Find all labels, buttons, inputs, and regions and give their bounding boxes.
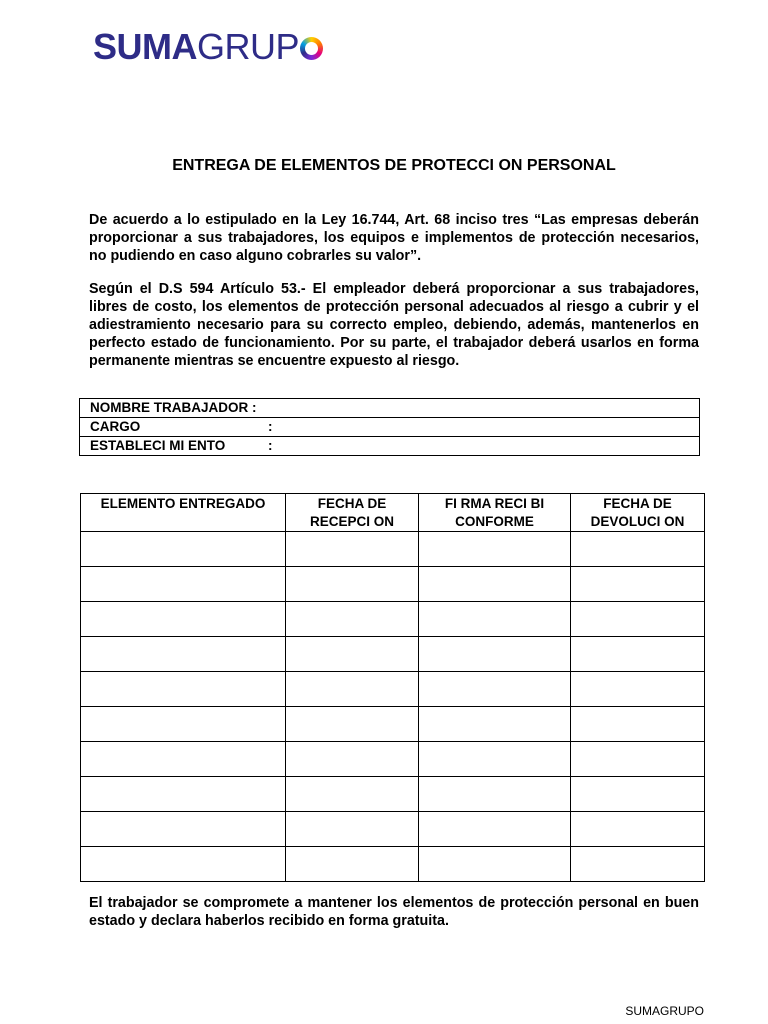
delivery-table-body — [81, 532, 705, 882]
establecimiento-label: ESTABLECI MI ENTO — [90, 438, 226, 453]
logo-suma-text: SUMA — [93, 26, 197, 67]
delivery-table-header-row — [81, 494, 705, 532]
cargo-colon: : — [268, 419, 273, 434]
info-cell-establecimiento[interactable] — [80, 437, 700, 456]
document-title: ENTREGA DE ELEMENTOS DE PROTECCI ON PERSONAL — [172, 157, 616, 174]
fecha-recepcion-cell[interactable] — [286, 742, 419, 777]
fecha-recepcion-cell[interactable] — [286, 847, 419, 882]
nombre-trabajador-label: NOMBRE TRABAJADOR : — [90, 400, 257, 415]
legal-paragraph-ley-16744: De acuerdo a lo estipulado en la Ley 16.744, Art. 68 inciso tres “Las empresas deberán proporcionar a sus trabajadores, los equipos e implementos de protección necesarios, no pudiendo en caso alguno cobrarles su valor”. — [89, 212, 699, 264]
fecha-devolucion-cell[interactable] — [571, 672, 705, 707]
fecha-devolucion-cell[interactable] — [571, 812, 705, 847]
fecha-recepcion-cell[interactable] — [286, 602, 419, 637]
legal-paragraph-ds-594: Según el D.S 594 Artículo 53.- El empleador deberá proporcionar a sus trabajadores, libres de costo, los elementos de protección personal adecuados al riesgo a cubrir y el adiestramiento necesario para su correcto empleo, debiendo, además, mantenerlos en perfecto estado de funcionamiento. Por su parte, el trabajador deberá usarlos en forma permanente mientras se encuentre expuesto al riesgo. — [89, 281, 699, 369]
table-row — [81, 602, 705, 637]
info-row-establecimiento — [80, 437, 700, 456]
fecha-devolucion-cell[interactable] — [571, 567, 705, 602]
firma-cell[interactable] — [419, 742, 571, 777]
table-row — [81, 532, 705, 567]
firma-cell[interactable] — [419, 637, 571, 672]
firma-cell[interactable] — [419, 847, 571, 882]
elemento-entregado-cell[interactable] — [81, 602, 286, 637]
establecimiento-colon: : — [268, 438, 273, 453]
fecha-devolucion-cell[interactable] — [571, 602, 705, 637]
company-logo — [93, 27, 323, 67]
firma-cell[interactable] — [419, 567, 571, 602]
fecha-recepcion-cell[interactable] — [286, 672, 419, 707]
firma-cell[interactable] — [419, 707, 571, 742]
fecha-recepcion-cell[interactable] — [286, 532, 419, 567]
fecha-recepcion-cell[interactable] — [286, 707, 419, 742]
footer-brand: SUMAGRUPO — [625, 1004, 704, 1018]
info-cell-nombre[interactable] — [80, 399, 700, 418]
elemento-entregado-cell[interactable] — [81, 777, 286, 812]
logo-ring-icon — [300, 37, 323, 60]
logo-grup-text: GRUP — [197, 26, 300, 67]
fecha-devolucion-cell[interactable] — [571, 847, 705, 882]
table-row — [81, 812, 705, 847]
fecha-devolucion-cell[interactable] — [571, 777, 705, 812]
info-cell-cargo[interactable] — [80, 418, 700, 437]
fecha-devolucion-cell[interactable] — [571, 742, 705, 777]
header-firma-recibi-conforme: FI RMA RECI BI CONFORME — [419, 494, 571, 532]
header-elemento-entregado: ELEMENTO ENTREGADO — [81, 494, 286, 532]
info-row-nombre — [80, 399, 700, 418]
worker-info-table — [79, 398, 700, 456]
elemento-entregado-cell[interactable] — [81, 637, 286, 672]
table-row — [81, 847, 705, 882]
closing-statement: El trabajador se compromete a mantener los elementos de protección personal en buen estado y declara haberlos recibido en forma gratuita. — [89, 895, 699, 929]
elemento-entregado-cell[interactable] — [81, 707, 286, 742]
elemento-entregado-cell[interactable] — [81, 847, 286, 882]
firma-cell[interactable] — [419, 602, 571, 637]
elemento-entregado-cell[interactable] — [81, 812, 286, 847]
info-row-cargo — [80, 418, 700, 437]
elemento-entregado-cell[interactable] — [81, 532, 286, 567]
header-fecha-recepcion: FECHA DE RECEPCI ON — [286, 494, 419, 532]
table-row — [81, 742, 705, 777]
fecha-recepcion-cell[interactable] — [286, 637, 419, 672]
delivery-table — [80, 493, 705, 882]
elemento-entregado-cell[interactable] — [81, 567, 286, 602]
firma-cell[interactable] — [419, 812, 571, 847]
fecha-devolucion-cell[interactable] — [571, 707, 705, 742]
table-row — [81, 777, 705, 812]
fecha-recepcion-cell[interactable] — [286, 567, 419, 602]
fecha-devolucion-cell[interactable] — [571, 532, 705, 567]
table-row — [81, 672, 705, 707]
elemento-entregado-cell[interactable] — [81, 742, 286, 777]
firma-cell[interactable] — [419, 672, 571, 707]
table-row — [81, 637, 705, 672]
header-fecha-devolucion: FECHA DE DEVOLUCI ON — [571, 494, 705, 532]
fecha-recepcion-cell[interactable] — [286, 812, 419, 847]
firma-cell[interactable] — [419, 777, 571, 812]
fecha-devolucion-cell[interactable] — [571, 637, 705, 672]
table-row — [81, 567, 705, 602]
cargo-label: CARGO — [90, 419, 141, 434]
fecha-recepcion-cell[interactable] — [286, 777, 419, 812]
table-row — [81, 707, 705, 742]
firma-cell[interactable] — [419, 532, 571, 567]
elemento-entregado-cell[interactable] — [81, 672, 286, 707]
